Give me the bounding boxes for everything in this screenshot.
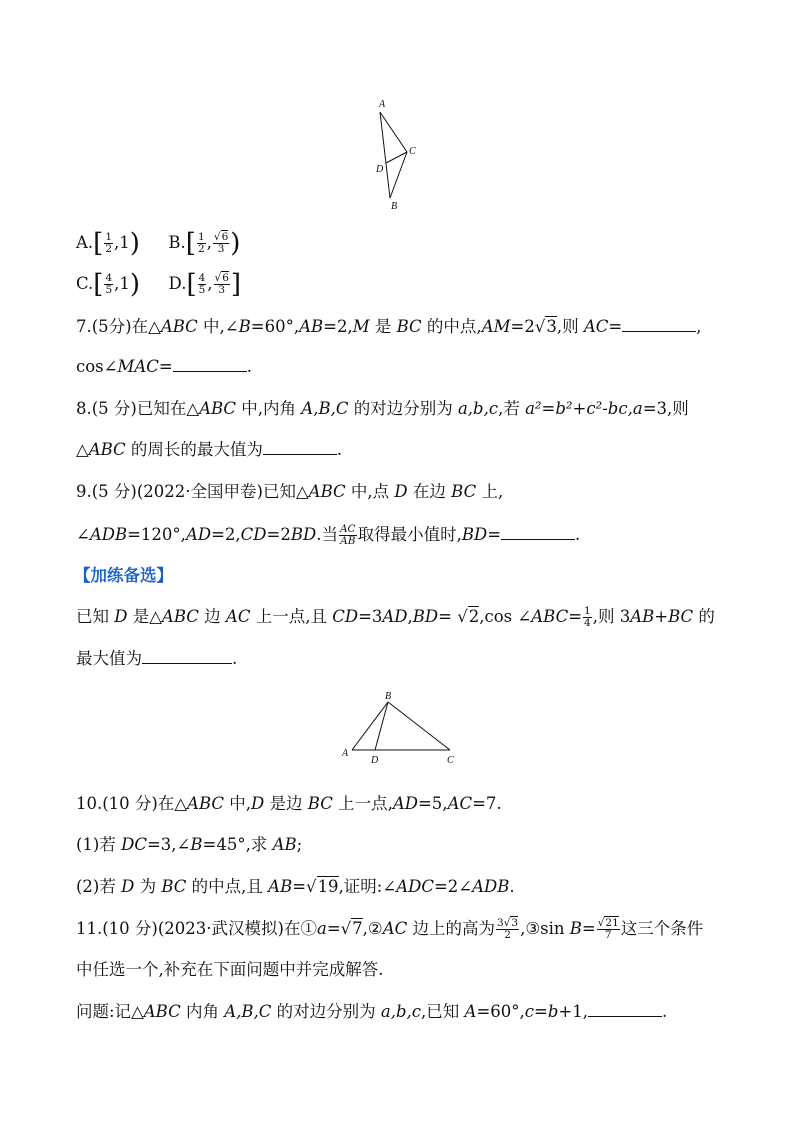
section-header-extra-practice: 【加练备选】 bbox=[74, 566, 173, 585]
figure1-label-c: C bbox=[409, 146, 416, 157]
figure2-label-d: D bbox=[371, 755, 379, 766]
question-9-line-2: ∠ADB=120°,AD=2,CD=2BD.当 $\frac{AC}{AB}$ 取得最小值时,BD= . bbox=[76, 523, 581, 547]
question-11-line-2: 中任选一个,补充在下面问题中并完成解答. bbox=[76, 960, 384, 979]
question-10-part-1: (1)若 DC=3,∠B=45°,求 AB; bbox=[76, 835, 303, 854]
figure2-label-c: C bbox=[447, 755, 454, 766]
figure1-label-d: D bbox=[376, 164, 384, 175]
question-9-line-1: 9.(5 分)(2022·全国甲卷)已知△ABC 中,点 D 在边 BC 上, bbox=[76, 482, 504, 501]
figure2-label-b: B bbox=[385, 691, 392, 702]
answer-blank-q9[interactable] bbox=[501, 524, 575, 540]
answer-blank-q7-ac[interactable] bbox=[622, 316, 696, 332]
figure1-label-a: A bbox=[379, 99, 386, 110]
options-row-2 bbox=[76, 269, 242, 300]
figure1-label-b: B bbox=[391, 201, 398, 212]
answer-blank-q7-cos[interactable] bbox=[173, 356, 247, 372]
option-a: A.[ $\frac{1}{2}$ ,1) bbox=[76, 228, 140, 259]
question-7-line-2: cos∠MAC= . bbox=[76, 357, 252, 376]
triangle-figure-1 bbox=[365, 96, 425, 214]
triangle-figure-2 bbox=[338, 688, 464, 770]
option-d: D.[ $\frac{4}{5}$ , $\frac{√6}{3}$ ] bbox=[168, 269, 242, 300]
option-c: C.[ $\frac{4}{5}$ ,1) bbox=[76, 269, 141, 300]
option-b: B.[ $\frac{1}{2}$ , $\frac{√6}{3}$ ) bbox=[168, 228, 241, 259]
question-11-line-3: 问题:记△ABC 内角 A,B,C 的对边分别为 a,b,c,已知 A=60°,c=b+1, . bbox=[76, 1002, 668, 1021]
question-8-line-2: △ABC 的周长的最大值为 . bbox=[76, 440, 343, 459]
figure2-label-a: A bbox=[342, 748, 349, 759]
options-row-1 bbox=[76, 228, 241, 259]
extra-question-line-2: 最大值为 . bbox=[76, 649, 238, 668]
question-11-line-1: 11.(10 分)(2023·武汉模拟)在①a=√7,②AC 边上的高为 $\frac{3√3}{2}$ ,③sin B= $\frac{√21}{7}$ 这三个条件 bbox=[76, 917, 704, 941]
question-10-part-2: (2)若 D 为 BC 的中点,且 AB=√19,证明:∠ADC=2∠ADB. bbox=[76, 877, 515, 896]
extra-question-line-1: 已知 D 是△ABC 边 AC 上一点,且 CD=3AD,BD= √2,cos ∠ABC= $\frac{1}{4}$ ,则 3AB+BC 的 bbox=[76, 605, 715, 629]
question-7-line-1: 7.(5分)在△ABC 中,∠B=60°,AB=2,M 是 BC 的中点,AM=2√3,则 AC= , bbox=[76, 317, 702, 336]
answer-blank-extra[interactable] bbox=[142, 648, 232, 664]
answer-blank-q8[interactable] bbox=[263, 439, 337, 455]
question-10-line-1: 10.(10 分)在△ABC 中,D 是边 BC 上一点,AD=5,AC=7. bbox=[76, 794, 502, 813]
question-8-line-1: 8.(5 分)已知在△ABC 中,内角 A,B,C 的对边分别为 a,b,c,若 a²=b²+c²-bc,a=3,则 bbox=[76, 399, 689, 418]
answer-blank-q11[interactable] bbox=[588, 1001, 662, 1017]
